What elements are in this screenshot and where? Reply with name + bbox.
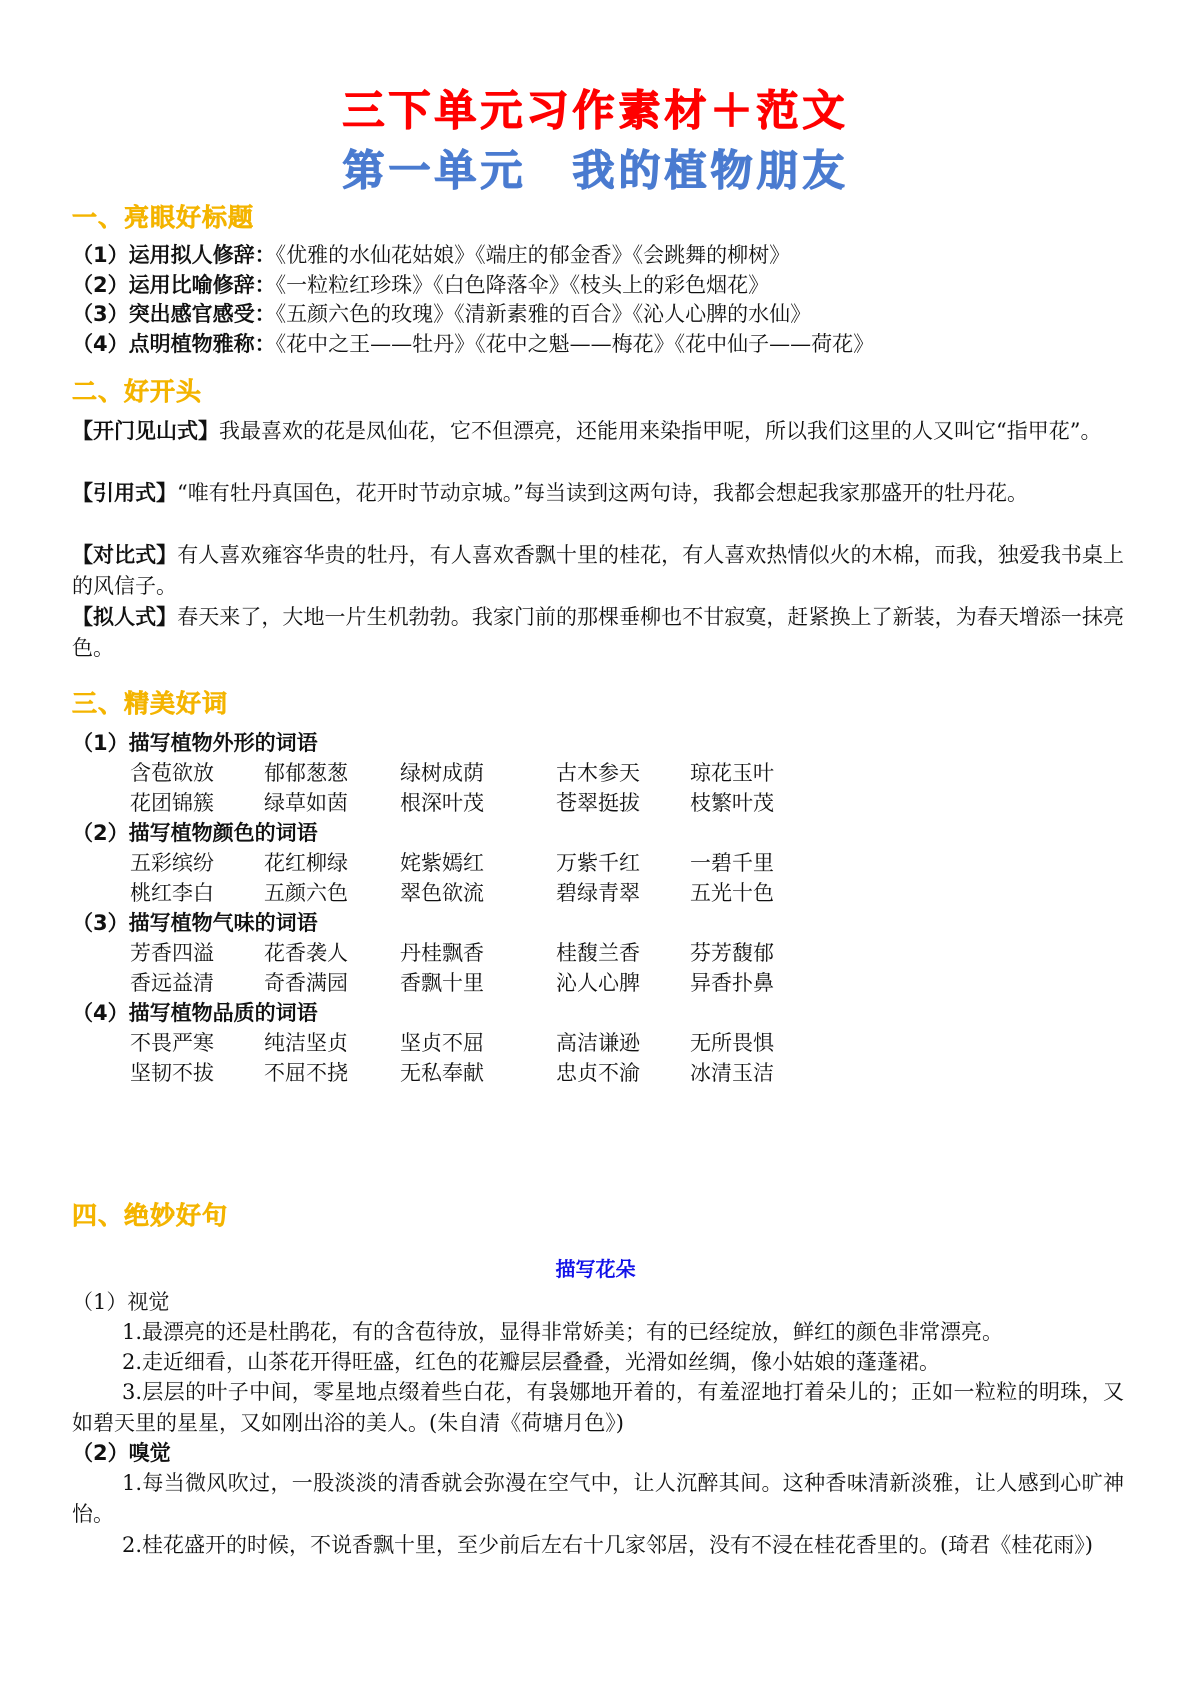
sentence: 3.层层的叶子中间，零星地点缀着些白花，有袅娜地开着的，有羞涩地打着朵儿的；正如一粒粒的明珠，又如碧天里的星星，又如刚出浴的美人。(朱自清《荷塘月色》) (72, 1380, 1124, 1435)
word: 花红柳绿 (264, 851, 348, 875)
opening-item-text: 有人喜欢雍容华贵的牡丹，有人喜欢香飘十里的桂花，有人喜欢热情似火的木棉，而我，独爱我书桌上的风信子。 (72, 543, 1125, 598)
word-group-label: （2）描写植物颜色的词语 (72, 821, 318, 845)
word: 高洁谦逊 (556, 1031, 640, 1055)
word-row (130, 968, 800, 999)
word-row (130, 1028, 800, 1059)
word: 含苞欲放 (130, 761, 214, 785)
sentence: 1.每当微风吹过，一股淡淡的清香就会弥漫在空气中，让人沉醉其间。这种香味清新淡雅，让人感到心旷神怡。 (72, 1471, 1124, 1526)
word: 纯洁坚贞 (264, 1031, 348, 1055)
section-heading-titles: 一、亮眼好标题 (72, 203, 255, 232)
word-row (130, 878, 800, 909)
opening-item-text: “唯有牡丹真国色，花开时节动京城。”每当读到这两句诗，我都会想起我家那盛开的牡丹花。 (177, 481, 1028, 505)
sentence-group-label: （2）嗅觉 (72, 1441, 171, 1465)
word: 冰清玉洁 (690, 1061, 774, 1085)
word: 古木参天 (556, 761, 640, 785)
word-row (130, 758, 800, 789)
word: 芳香四溢 (130, 941, 214, 965)
title-item-text: 《花中之王——牡丹》《花中之魁——梅花》《花中仙子——荷花》 (275, 332, 875, 356)
word: 不屈不挠 (264, 1061, 348, 1085)
title-item-text: 《五颜六色的玫瑰》《清新素雅的百合》《沁人心脾的水仙》 (275, 302, 812, 326)
sentence: 1.最漂亮的还是杜鹃花，有的含苞待放，显得非常娇美；有的已经绽放，鲜红的颜色非常漂亮。 (122, 1320, 1004, 1344)
word: 无所畏惧 (690, 1031, 774, 1055)
document-title: 三下单元习作素材＋范文 (342, 86, 849, 135)
word-group-label: （1）描写植物外形的词语 (72, 731, 318, 755)
word: 异香扑鼻 (690, 971, 774, 995)
word: 奇香满园 (264, 971, 348, 995)
sentence: 2.走近细看，山茶花开得旺盛，红色的花瓣层层叠叠，光滑如丝绸，像小姑娘的蓬蓬裙。 (122, 1350, 941, 1374)
title-item-label: （2）运用比喻修辞： (72, 273, 276, 297)
opening-item (72, 478, 1124, 509)
word: 碧绿青翠 (556, 881, 640, 905)
word: 桂馥兰香 (556, 941, 640, 965)
word: 姹紫嫣红 (400, 851, 484, 875)
title-item (72, 270, 1121, 301)
word-group-label: （3）描写植物气味的词语 (72, 911, 318, 935)
title-item (72, 329, 1121, 360)
word: 不畏严寒 (130, 1031, 214, 1055)
title-item (72, 299, 1121, 330)
word: 坚贞不屈 (400, 1031, 484, 1055)
word: 苍翠挺拔 (556, 791, 640, 815)
word: 香远益清 (130, 971, 214, 995)
title-item-text: 《一粒粒红珍珠》《白色降落伞》《枝头上的彩色烟花》 (275, 273, 770, 297)
section-heading-sentences: 四、绝妙好句 (72, 1201, 229, 1230)
word: 五彩缤纷 (130, 851, 214, 875)
opening-item-text: 春天来了，大地一片生机勃勃。我家门前的那棵垂柳也不甘寂寞，赶紧换上了新装，为春天增添一抹亮色。 (72, 605, 1125, 660)
sentence: 2.桂花盛开的时候，不说香飘十里，至少前后左右十几家邻居，没有不浸在桂花香里的。(琦君《桂花雨》) (122, 1533, 1093, 1557)
document-subtitle: 第一单元 我的植物朋友 (342, 146, 849, 195)
opening-item (72, 540, 1124, 602)
word: 沁人心脾 (556, 971, 640, 995)
section-heading-openings: 二、好开头 (72, 377, 203, 406)
opening-item-label: 【引用式】 (72, 481, 177, 505)
word: 绿草如茵 (264, 791, 348, 815)
word: 桃红李白 (130, 881, 214, 905)
word: 琼花玉叶 (690, 761, 774, 785)
title-item-label: （1）运用拟人修辞： (72, 243, 276, 267)
sentence-group-label: （1）视觉 (72, 1290, 170, 1314)
section-heading-words: 三、精美好词 (72, 689, 229, 718)
opening-item (72, 416, 1124, 447)
word: 无私奉献 (400, 1061, 484, 1085)
word: 丹桂飘香 (400, 941, 484, 965)
word: 坚韧不拔 (130, 1061, 214, 1085)
title-item-text: 《优雅的水仙花姑娘》《端庄的郁金香》《会跳舞的柳树》 (275, 243, 791, 267)
word: 根深叶茂 (400, 791, 484, 815)
word: 芬芳馥郁 (690, 941, 774, 965)
word: 香飘十里 (400, 971, 484, 995)
subheading-flowers: 描写花朵 (555, 1257, 636, 1281)
opening-item (72, 602, 1124, 664)
title-item-label: （3）突出感官感受： (72, 302, 276, 326)
word-row (130, 788, 800, 819)
word-row (130, 848, 800, 879)
word: 花团锦簇 (130, 791, 214, 815)
word: 五颜六色 (264, 881, 348, 905)
word: 一碧千里 (690, 851, 774, 875)
word-group-label: （4）描写植物品质的词语 (72, 1001, 318, 1025)
word: 忠贞不渝 (556, 1061, 640, 1085)
title-item-label: （4）点明植物雅称： (72, 332, 276, 356)
opening-item-label: 【拟人式】 (72, 605, 178, 629)
word: 五光十色 (690, 881, 774, 905)
word-row (130, 1058, 800, 1089)
opening-item-text: 我最喜欢的花是凤仙花，它不但漂亮，还能用来染指甲呢，所以我们这里的人又叫它“指甲花”。 (219, 419, 1102, 443)
word: 郁郁葱葱 (264, 761, 348, 785)
word: 枝繁叶茂 (690, 791, 774, 815)
word: 花香袭人 (264, 941, 348, 965)
word: 绿树成荫 (400, 761, 484, 785)
title-item (72, 240, 1121, 271)
word-row (130, 938, 800, 969)
word: 翠色欲流 (400, 881, 484, 905)
word: 万紫千红 (556, 851, 640, 875)
opening-item-label: 【开门见山式】 (72, 419, 219, 443)
opening-item-label: 【对比式】 (72, 543, 178, 567)
